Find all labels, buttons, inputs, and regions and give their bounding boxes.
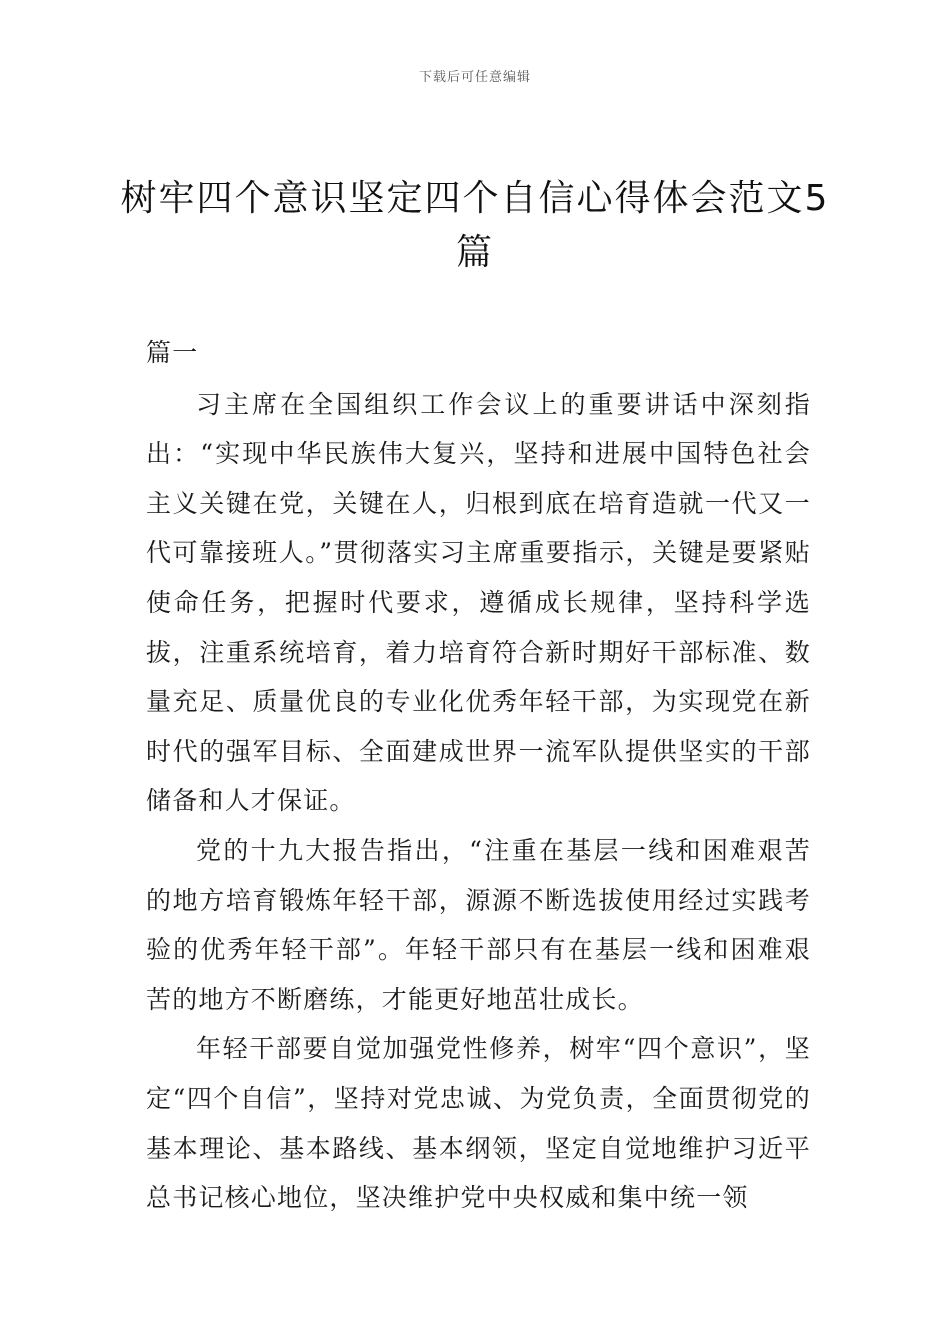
section-heading: 篇一 [146, 338, 199, 367]
paragraph-3: 年轻干部要自觉加强党性修养，树牢“四个意识”，坚定“四个自信”，坚持对党忠诚、为党负责，全面贯彻党的基本理论、基本路线、基本纲领，坚定自觉地维护习近平总书记核心地位，坚决维护党中央权威和集中统一领 [146, 1034, 811, 1213]
header-note: 下载后可任意编辑 [418, 70, 531, 85]
document-title: 树牢四个意识坚定四个自信心得体会范文5篇 [120, 178, 830, 273]
paragraph-2: 党的十九大报告指出，“注重在基层一线和困难艰苦的地方培育锻炼年轻干部，源源不断选拔使用经过实践考验的优秀年轻干部”。年轻干部只有在基层一线和困难艰苦的地方不断磨练，才能更好地茁壮成长。 [146, 835, 811, 1014]
paragraph-1: 习主席在全国组织工作会议上的重要讲话中深刻指出：“实现中华民族伟大复兴，坚持和进展中国特色社会主义关键在党，关键在人，归根到底在培育造就一代又一代可靠接班人。”贯彻落实习主席重要指示，关键是要紧贴使命任务，把握时代要求，遵循成长规律，坚持科学选拔，注重系统培育，着力培育符合新时期好干部标准、数量充足、质量优良的专业化优秀年轻干部，为实现党在新时代的强军目标、全面建成世界一流军队提供坚实的干部储备和人才保证。 [146, 389, 811, 816]
document-body [146, 328, 811, 1223]
